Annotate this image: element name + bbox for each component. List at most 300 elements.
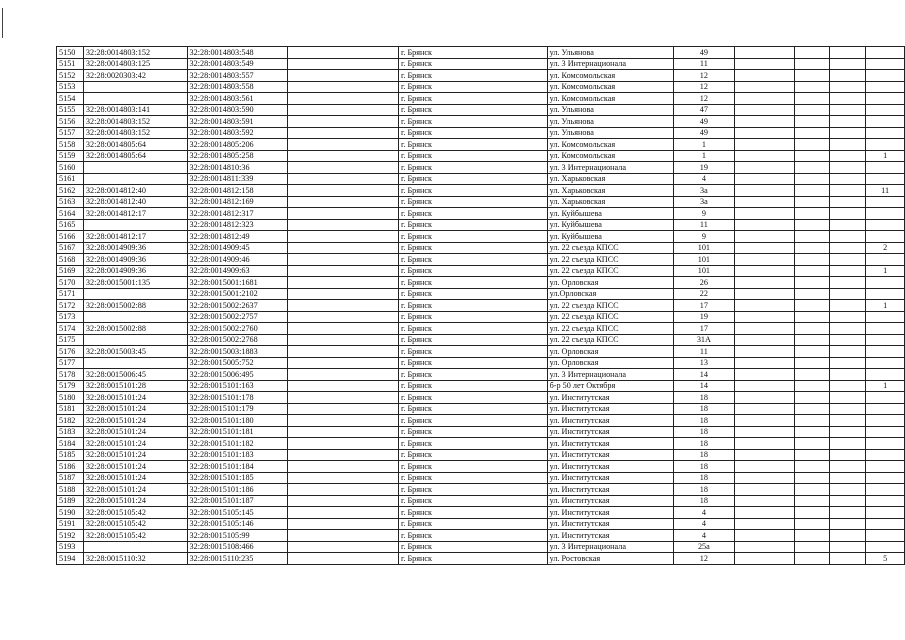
table-row bbox=[57, 415, 905, 427]
row-number: 5192 bbox=[57, 530, 84, 542]
property-register-table bbox=[56, 46, 905, 565]
extra-cell-3 bbox=[829, 380, 866, 392]
row-number: 5179 bbox=[57, 380, 84, 392]
parent-cadastral-number: 32:28:0020303:42 bbox=[83, 70, 187, 82]
parent-cadastral-number bbox=[83, 162, 187, 174]
extra-cell-1 bbox=[734, 438, 794, 450]
city-cell: г. Брянск bbox=[398, 93, 547, 105]
city-cell: г. Брянск bbox=[398, 334, 547, 346]
blank-cell bbox=[288, 415, 399, 427]
house-number-cell: 18 bbox=[674, 461, 735, 473]
count-cell bbox=[866, 116, 905, 128]
parent-cadastral-number: 32:28:0014812:40 bbox=[83, 185, 187, 197]
house-number-cell: 11 bbox=[674, 346, 735, 358]
extra-cell-3 bbox=[829, 530, 866, 542]
blank-cell bbox=[288, 530, 399, 542]
table-row bbox=[57, 104, 905, 116]
row-number: 5154 bbox=[57, 93, 84, 105]
house-number-cell: 25а bbox=[674, 541, 735, 553]
extra-cell-1 bbox=[734, 403, 794, 415]
extra-cell-2 bbox=[794, 357, 829, 369]
city-cell: г. Брянск bbox=[398, 139, 547, 151]
house-number-cell: 19 bbox=[674, 311, 735, 323]
table-row bbox=[57, 173, 905, 185]
table-row bbox=[57, 58, 905, 70]
extra-cell-2 bbox=[794, 162, 829, 174]
cadastral-number: 32:28:0015105:146 bbox=[187, 518, 288, 530]
row-number: 5165 bbox=[57, 219, 84, 231]
count-cell bbox=[866, 449, 905, 461]
city-cell: г. Брянск bbox=[398, 369, 547, 381]
count-cell bbox=[866, 47, 905, 59]
extra-cell-1 bbox=[734, 369, 794, 381]
row-number: 5151 bbox=[57, 58, 84, 70]
extra-cell-3 bbox=[829, 185, 866, 197]
row-number: 5157 bbox=[57, 127, 84, 139]
row-number: 5183 bbox=[57, 426, 84, 438]
city-cell: г. Брянск bbox=[398, 438, 547, 450]
row-number: 5185 bbox=[57, 449, 84, 461]
street-cell: ул. Ульянова bbox=[547, 127, 673, 139]
table-row bbox=[57, 369, 905, 381]
table-row bbox=[57, 484, 905, 496]
parent-cadastral-number bbox=[83, 288, 187, 300]
cadastral-number: 32:28:0014805:258 bbox=[187, 150, 288, 162]
extra-cell-2 bbox=[794, 553, 829, 565]
house-number-cell: 49 bbox=[674, 116, 735, 128]
count-cell bbox=[866, 369, 905, 381]
house-number-cell: 18 bbox=[674, 392, 735, 404]
blank-cell bbox=[288, 426, 399, 438]
table-row bbox=[57, 208, 905, 220]
blank-cell bbox=[288, 392, 399, 404]
extra-cell-1 bbox=[734, 484, 794, 496]
cadastral-number: 32:28:0015001:2102 bbox=[187, 288, 288, 300]
city-cell: г. Брянск bbox=[398, 518, 547, 530]
city-cell: г. Брянск bbox=[398, 311, 547, 323]
parent-cadastral-number: 32:28:0015006:45 bbox=[83, 369, 187, 381]
count-cell bbox=[866, 357, 905, 369]
count-cell: 1 bbox=[866, 380, 905, 392]
cadastral-number: 32:28:0014803:557 bbox=[187, 70, 288, 82]
extra-cell-1 bbox=[734, 70, 794, 82]
extra-cell-2 bbox=[794, 334, 829, 346]
row-number: 5174 bbox=[57, 323, 84, 335]
extra-cell-2 bbox=[794, 380, 829, 392]
count-cell bbox=[866, 334, 905, 346]
row-number: 5186 bbox=[57, 461, 84, 473]
city-cell: г. Брянск bbox=[398, 185, 547, 197]
cadastral-number: 32:28:0015002:2760 bbox=[187, 323, 288, 335]
parent-cadastral-number: 32:28:0015101:24 bbox=[83, 403, 187, 415]
extra-cell-2 bbox=[794, 231, 829, 243]
extra-cell-2 bbox=[794, 127, 829, 139]
count-cell bbox=[866, 70, 905, 82]
extra-cell-2 bbox=[794, 323, 829, 335]
house-number-cell: 14 bbox=[674, 369, 735, 381]
extra-cell-3 bbox=[829, 93, 866, 105]
extra-cell-1 bbox=[734, 472, 794, 484]
blank-cell bbox=[288, 438, 399, 450]
street-cell: ул. Ульянова bbox=[547, 116, 673, 128]
table-row bbox=[57, 472, 905, 484]
blank-cell bbox=[288, 150, 399, 162]
street-cell: ул. Комсомольская bbox=[547, 81, 673, 93]
parent-cadastral-number bbox=[83, 334, 187, 346]
extra-cell-2 bbox=[794, 311, 829, 323]
cadastral-number: 32:28:0014909:45 bbox=[187, 242, 288, 254]
extra-cell-2 bbox=[794, 507, 829, 519]
count-cell bbox=[866, 127, 905, 139]
table-row bbox=[57, 495, 905, 507]
extra-cell-3 bbox=[829, 277, 866, 289]
parent-cadastral-number: 32:28:0015002:88 bbox=[83, 323, 187, 335]
city-cell: г. Брянск bbox=[398, 392, 547, 404]
street-cell: ул. Институтская bbox=[547, 438, 673, 450]
street-cell: ул. Ульянова bbox=[547, 104, 673, 116]
table-row bbox=[57, 311, 905, 323]
street-cell: ул. 22 съезда КПСС bbox=[547, 300, 673, 312]
blank-cell bbox=[288, 288, 399, 300]
house-number-cell: 101 bbox=[674, 254, 735, 266]
extra-cell-1 bbox=[734, 173, 794, 185]
city-cell: г. Брянск bbox=[398, 219, 547, 231]
blank-cell bbox=[288, 323, 399, 335]
parent-cadastral-number bbox=[83, 93, 187, 105]
blank-cell bbox=[288, 139, 399, 151]
extra-cell-1 bbox=[734, 380, 794, 392]
row-number: 5193 bbox=[57, 541, 84, 553]
extra-cell-3 bbox=[829, 265, 866, 277]
parent-cadastral-number: 32:28:0014812:40 bbox=[83, 196, 187, 208]
count-cell: 5 bbox=[866, 553, 905, 565]
row-number: 5187 bbox=[57, 472, 84, 484]
city-cell: г. Брянск bbox=[398, 116, 547, 128]
blank-cell bbox=[288, 219, 399, 231]
city-cell: г. Брянск bbox=[398, 104, 547, 116]
street-cell: ул. Институтская bbox=[547, 415, 673, 427]
blank-cell bbox=[288, 265, 399, 277]
street-cell: ул.Орловская bbox=[547, 288, 673, 300]
table-row bbox=[57, 231, 905, 243]
extra-cell-3 bbox=[829, 58, 866, 70]
extra-cell-3 bbox=[829, 438, 866, 450]
row-number: 5155 bbox=[57, 104, 84, 116]
house-number-cell: 49 bbox=[674, 127, 735, 139]
blank-cell bbox=[288, 472, 399, 484]
city-cell: г. Брянск bbox=[398, 150, 547, 162]
blank-cell bbox=[288, 357, 399, 369]
street-cell: ул. 3 Интернационала bbox=[547, 162, 673, 174]
city-cell: г. Брянск bbox=[398, 81, 547, 93]
count-cell bbox=[866, 311, 905, 323]
extra-cell-2 bbox=[794, 288, 829, 300]
street-cell: ул. 22 съезда КПСС bbox=[547, 265, 673, 277]
house-number-cell: 18 bbox=[674, 403, 735, 415]
row-number: 5172 bbox=[57, 300, 84, 312]
house-number-cell: 4 bbox=[674, 530, 735, 542]
extra-cell-2 bbox=[794, 346, 829, 358]
street-cell: ул. Орловская bbox=[547, 357, 673, 369]
street-cell: ул. 22 съезда КПСС bbox=[547, 242, 673, 254]
row-number: 5156 bbox=[57, 116, 84, 128]
city-cell: г. Брянск bbox=[398, 323, 547, 335]
cadastral-number: 32:28:0014812:49 bbox=[187, 231, 288, 243]
street-cell: ул. Институтская bbox=[547, 484, 673, 496]
blank-cell bbox=[288, 242, 399, 254]
extra-cell-3 bbox=[829, 346, 866, 358]
city-cell: г. Брянск bbox=[398, 495, 547, 507]
street-cell: ул. Ульянова bbox=[547, 47, 673, 59]
table-row bbox=[57, 530, 905, 542]
extra-cell-1 bbox=[734, 58, 794, 70]
parent-cadastral-number: 32:28:0015101:24 bbox=[83, 472, 187, 484]
count-cell bbox=[866, 403, 905, 415]
parent-cadastral-number bbox=[83, 541, 187, 553]
parent-cadastral-number: 32:28:0015101:24 bbox=[83, 426, 187, 438]
parent-cadastral-number: 32:28:0014812:17 bbox=[83, 208, 187, 220]
extra-cell-2 bbox=[794, 530, 829, 542]
extra-cell-2 bbox=[794, 150, 829, 162]
count-cell bbox=[866, 507, 905, 519]
extra-cell-3 bbox=[829, 104, 866, 116]
street-cell: ул. Харьковская bbox=[547, 185, 673, 197]
count-cell bbox=[866, 518, 905, 530]
count-cell bbox=[866, 196, 905, 208]
table-row bbox=[57, 553, 905, 565]
house-number-cell: 4 bbox=[674, 507, 735, 519]
extra-cell-2 bbox=[794, 415, 829, 427]
extra-cell-1 bbox=[734, 461, 794, 473]
count-cell bbox=[866, 438, 905, 450]
cadastral-number: 32:28:0015101:186 bbox=[187, 484, 288, 496]
extra-cell-1 bbox=[734, 530, 794, 542]
count-cell: 1 bbox=[866, 150, 905, 162]
extra-cell-2 bbox=[794, 254, 829, 266]
blank-cell bbox=[288, 449, 399, 461]
cadastral-number: 32:28:0014909:63 bbox=[187, 265, 288, 277]
street-cell: ул. 3 Интернационала bbox=[547, 58, 673, 70]
blank-cell bbox=[288, 300, 399, 312]
cadastral-number: 32:28:0014803:590 bbox=[187, 104, 288, 116]
cadastral-number: 32:28:0015101:187 bbox=[187, 495, 288, 507]
cadastral-number: 32:28:0015108:466 bbox=[187, 541, 288, 553]
street-cell: ул. 3 Интернационала bbox=[547, 369, 673, 381]
extra-cell-3 bbox=[829, 139, 866, 151]
extra-cell-2 bbox=[794, 265, 829, 277]
street-cell: ул. Комсомольская bbox=[547, 70, 673, 82]
table-row bbox=[57, 47, 905, 59]
extra-cell-3 bbox=[829, 254, 866, 266]
extra-cell-1 bbox=[734, 277, 794, 289]
blank-cell bbox=[288, 81, 399, 93]
table-row bbox=[57, 507, 905, 519]
extra-cell-2 bbox=[794, 438, 829, 450]
table-row bbox=[57, 346, 905, 358]
blank-cell bbox=[288, 518, 399, 530]
count-cell bbox=[866, 162, 905, 174]
row-number: 5191 bbox=[57, 518, 84, 530]
extra-cell-1 bbox=[734, 219, 794, 231]
city-cell: г. Брянск bbox=[398, 380, 547, 392]
cadastral-number: 32:28:0015003:1883 bbox=[187, 346, 288, 358]
house-number-cell: 18 bbox=[674, 426, 735, 438]
house-number-cell: 11 bbox=[674, 219, 735, 231]
parent-cadastral-number: 32:28:0015105:42 bbox=[83, 530, 187, 542]
cadastral-number: 32:28:0014812:158 bbox=[187, 185, 288, 197]
blank-cell bbox=[288, 277, 399, 289]
street-cell: ул. Харьковская bbox=[547, 196, 673, 208]
blank-cell bbox=[288, 173, 399, 185]
table-row bbox=[57, 81, 905, 93]
extra-cell-3 bbox=[829, 173, 866, 185]
parent-cadastral-number: 32:28:0014812:17 bbox=[83, 231, 187, 243]
row-number: 5162 bbox=[57, 185, 84, 197]
extra-cell-3 bbox=[829, 484, 866, 496]
row-number: 5180 bbox=[57, 392, 84, 404]
row-number: 5166 bbox=[57, 231, 84, 243]
street-cell: ул. Комсомольская bbox=[547, 93, 673, 105]
row-number: 5194 bbox=[57, 553, 84, 565]
house-number-cell: 49 bbox=[674, 47, 735, 59]
extra-cell-1 bbox=[734, 426, 794, 438]
blank-cell bbox=[288, 104, 399, 116]
extra-cell-1 bbox=[734, 162, 794, 174]
table-row bbox=[57, 518, 905, 530]
house-number-cell: 12 bbox=[674, 553, 735, 565]
cadastral-number: 32:28:0015101:183 bbox=[187, 449, 288, 461]
extra-cell-2 bbox=[794, 518, 829, 530]
table-row bbox=[57, 242, 905, 254]
extra-cell-3 bbox=[829, 288, 866, 300]
extra-cell-1 bbox=[734, 553, 794, 565]
extra-cell-2 bbox=[794, 196, 829, 208]
table-row bbox=[57, 162, 905, 174]
blank-cell bbox=[288, 254, 399, 266]
city-cell: г. Брянск bbox=[398, 254, 547, 266]
table-row bbox=[57, 70, 905, 82]
street-cell: ул. Куйбышева bbox=[547, 231, 673, 243]
city-cell: г. Брянск bbox=[398, 208, 547, 220]
parent-cadastral-number: 32:28:0015101:24 bbox=[83, 484, 187, 496]
extra-cell-2 bbox=[794, 47, 829, 59]
table-row bbox=[57, 403, 905, 415]
parent-cadastral-number: 32:28:0015002:88 bbox=[83, 300, 187, 312]
extra-cell-2 bbox=[794, 484, 829, 496]
table-row bbox=[57, 150, 905, 162]
table-row bbox=[57, 334, 905, 346]
cadastral-number: 32:28:0015002:2757 bbox=[187, 311, 288, 323]
house-number-cell: 18 bbox=[674, 415, 735, 427]
street-cell: ул. Институтская bbox=[547, 426, 673, 438]
city-cell: г. Брянск bbox=[398, 47, 547, 59]
count-cell bbox=[866, 346, 905, 358]
cadastral-number: 32:28:0014909:46 bbox=[187, 254, 288, 266]
row-number: 5178 bbox=[57, 369, 84, 381]
extra-cell-3 bbox=[829, 162, 866, 174]
table-row bbox=[57, 196, 905, 208]
extra-cell-2 bbox=[794, 472, 829, 484]
parent-cadastral-number: 32:28:0014803:141 bbox=[83, 104, 187, 116]
parent-cadastral-number: 32:28:0015110:32 bbox=[83, 553, 187, 565]
city-cell: г. Брянск bbox=[398, 300, 547, 312]
extra-cell-2 bbox=[794, 242, 829, 254]
street-cell: ул. 22 съезда КПСС bbox=[547, 254, 673, 266]
count-cell bbox=[866, 104, 905, 116]
parent-cadastral-number: 32:28:0014803:152 bbox=[83, 47, 187, 59]
extra-cell-3 bbox=[829, 311, 866, 323]
street-cell: ул. Институтская bbox=[547, 472, 673, 484]
extra-cell-3 bbox=[829, 553, 866, 565]
extra-cell-3 bbox=[829, 231, 866, 243]
row-number: 5177 bbox=[57, 357, 84, 369]
parent-cadastral-number: 32:28:0014803:152 bbox=[83, 127, 187, 139]
city-cell: г. Брянск bbox=[398, 288, 547, 300]
house-number-cell: 18 bbox=[674, 438, 735, 450]
street-cell: ул. Институтская bbox=[547, 392, 673, 404]
extra-cell-3 bbox=[829, 300, 866, 312]
count-cell bbox=[866, 58, 905, 70]
row-number: 5173 bbox=[57, 311, 84, 323]
blank-cell bbox=[288, 541, 399, 553]
extra-cell-1 bbox=[734, 541, 794, 553]
parent-cadastral-number: 32:28:0015101:24 bbox=[83, 449, 187, 461]
count-cell bbox=[866, 495, 905, 507]
table-row bbox=[57, 288, 905, 300]
extra-cell-2 bbox=[794, 392, 829, 404]
extra-cell-1 bbox=[734, 93, 794, 105]
row-number: 5158 bbox=[57, 139, 84, 151]
street-cell: ул. Институтская bbox=[547, 449, 673, 461]
count-cell bbox=[866, 81, 905, 93]
extra-cell-2 bbox=[794, 208, 829, 220]
street-cell: ул. Институтская bbox=[547, 495, 673, 507]
extra-cell-1 bbox=[734, 495, 794, 507]
parent-cadastral-number bbox=[83, 357, 187, 369]
blank-cell bbox=[288, 403, 399, 415]
house-number-cell: 19 bbox=[674, 162, 735, 174]
cadastral-number: 32:28:0015101:180 bbox=[187, 415, 288, 427]
extra-cell-1 bbox=[734, 392, 794, 404]
parent-cadastral-number: 32:28:0015101:24 bbox=[83, 392, 187, 404]
parent-cadastral-number: 32:28:0015003:45 bbox=[83, 346, 187, 358]
blank-cell bbox=[288, 231, 399, 243]
cadastral-number: 32:28:0015101:181 bbox=[187, 426, 288, 438]
house-number-cell: 1 bbox=[674, 150, 735, 162]
count-cell bbox=[866, 426, 905, 438]
row-number: 5153 bbox=[57, 81, 84, 93]
house-number-cell: 17 bbox=[674, 323, 735, 335]
count-cell bbox=[866, 472, 905, 484]
street-cell: ул. Комсомольская bbox=[547, 139, 673, 151]
blank-cell bbox=[288, 311, 399, 323]
extra-cell-1 bbox=[734, 300, 794, 312]
extra-cell-1 bbox=[734, 196, 794, 208]
street-cell: ул. Комсомольская bbox=[547, 150, 673, 162]
extra-cell-3 bbox=[829, 541, 866, 553]
city-cell: г. Брянск bbox=[398, 553, 547, 565]
row-number: 5164 bbox=[57, 208, 84, 220]
count-cell bbox=[866, 392, 905, 404]
extra-cell-2 bbox=[794, 93, 829, 105]
cadastral-number: 32:28:0015002:2637 bbox=[187, 300, 288, 312]
count-cell bbox=[866, 93, 905, 105]
cadastral-number: 32:28:0015002:2768 bbox=[187, 334, 288, 346]
count-cell: 11 bbox=[866, 185, 905, 197]
extra-cell-1 bbox=[734, 150, 794, 162]
register-body bbox=[57, 47, 905, 565]
house-number-cell: 14 bbox=[674, 380, 735, 392]
